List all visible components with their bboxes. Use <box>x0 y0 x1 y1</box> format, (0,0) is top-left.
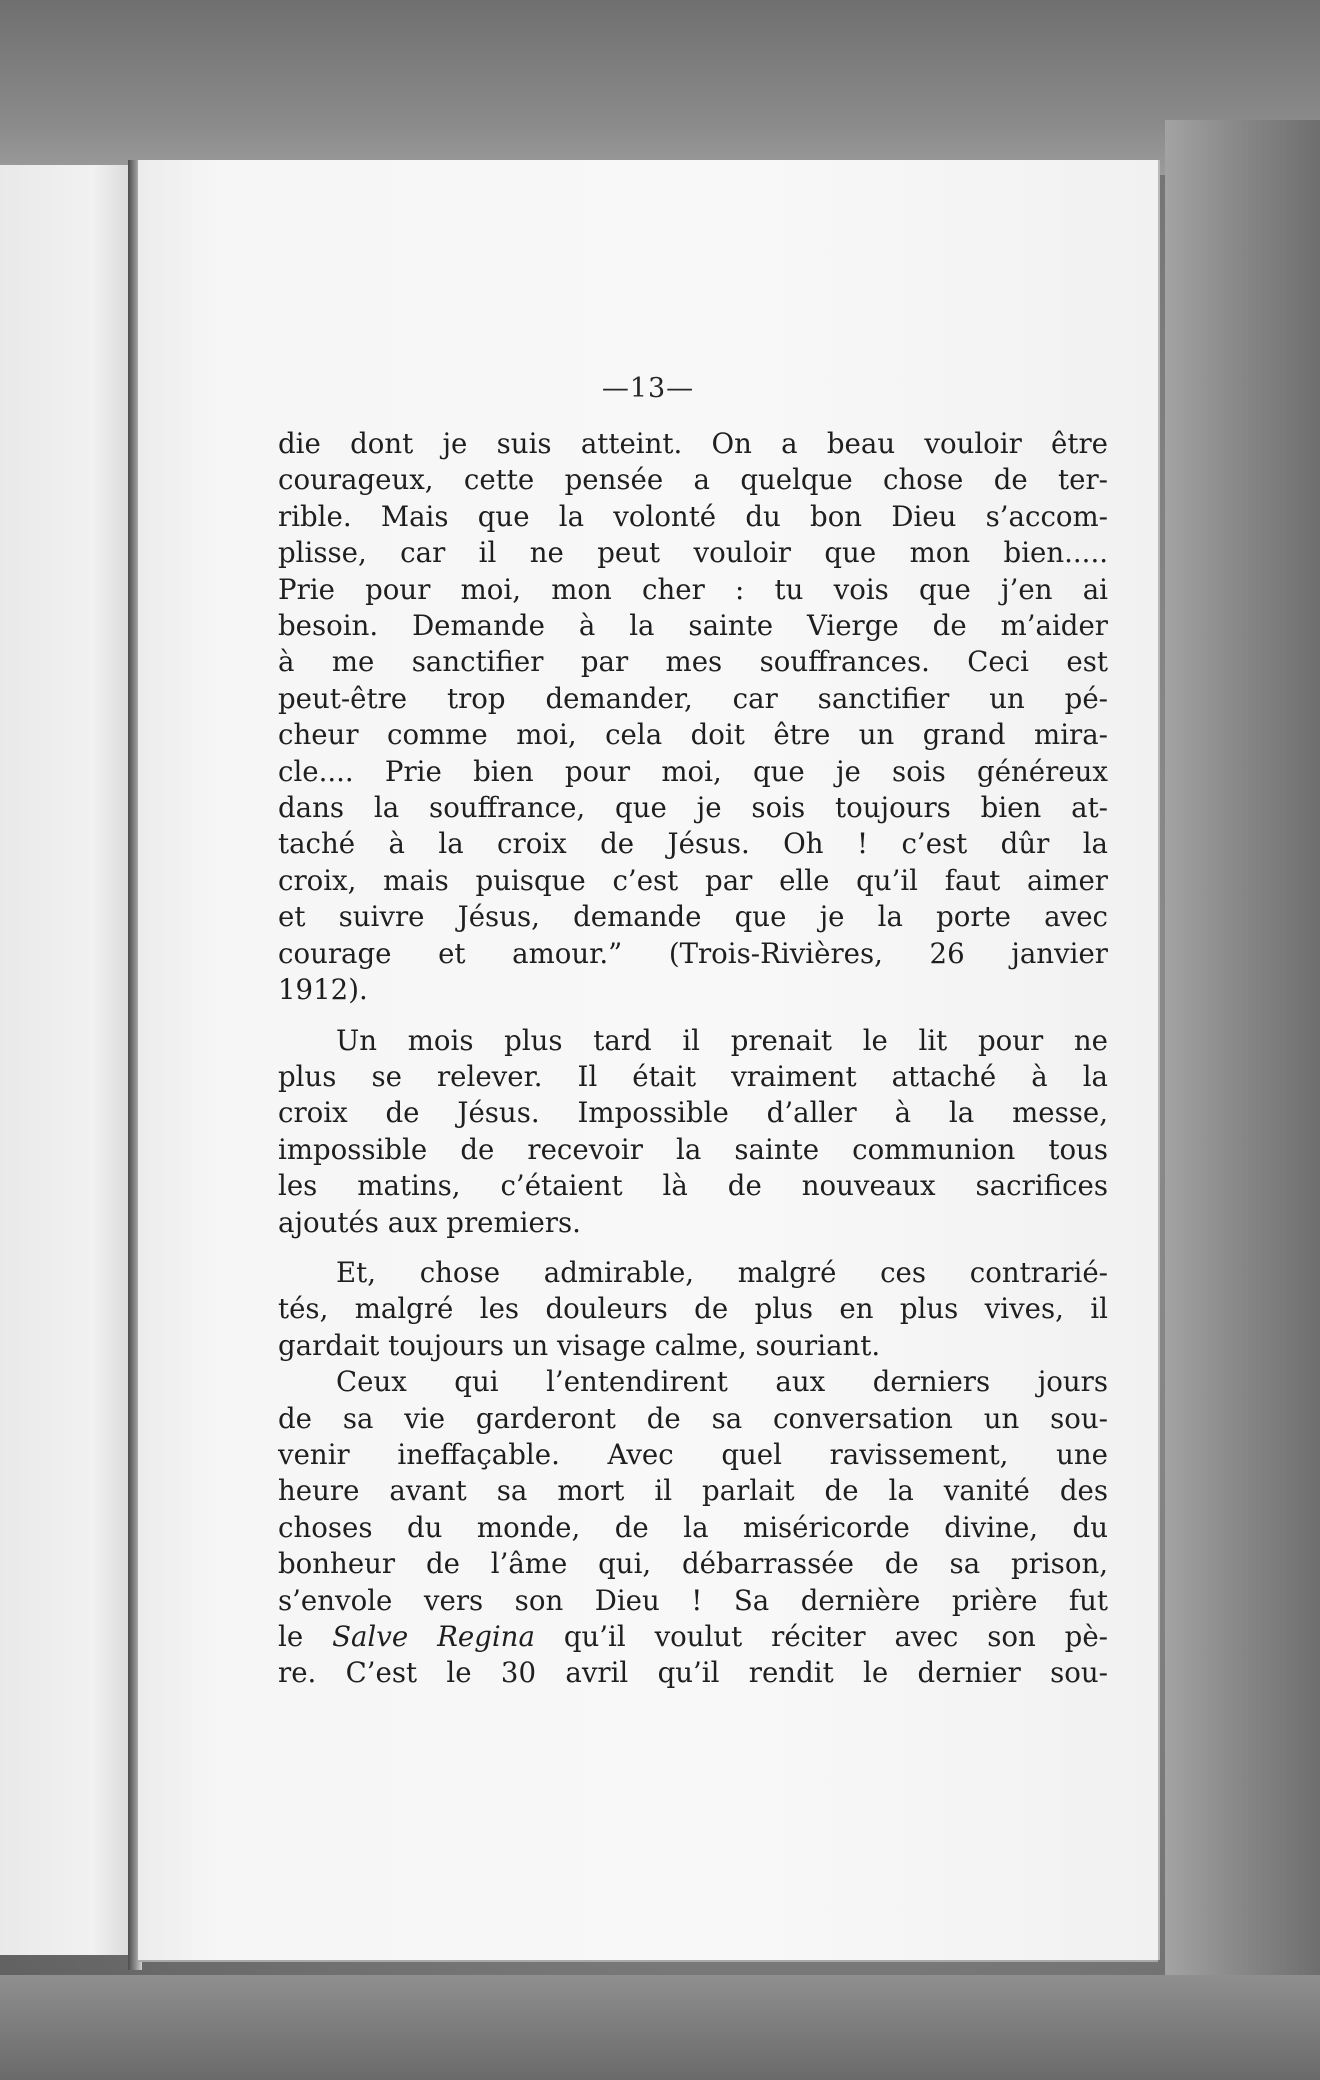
text-line: et suivre Jésus, demande que je la porte avec <box>278 900 1108 934</box>
text-line: courageux, cette pensée a quelque chose de ter- <box>278 463 1108 497</box>
page-body-text <box>278 426 1108 1692</box>
text-line: à me sanctifier par mes souffrances. Ceci est <box>278 645 1108 679</box>
text-line: choses du monde, de la miséricorde divine, du <box>278 1510 1108 1544</box>
cover-board-bottom <box>0 1975 1320 2080</box>
text-line: cheur comme moi, cela doit être un grand mira- <box>278 718 1108 752</box>
text-line: cle.... Prie bien pour moi, que je sois généreux <box>278 754 1108 788</box>
book-page <box>138 160 1158 1960</box>
text-fragment: le <box>278 1620 333 1653</box>
text-fragment: qu’il voulut réciter avec son pè- <box>534 1620 1108 1653</box>
text-line: s’envole vers son Dieu ! Sa dernière prière fut <box>278 1583 1108 1617</box>
text-line: tés, malgré les douleurs de plus en plus vives, il <box>278 1292 1108 1326</box>
text-line: plus se relever. Il était vraiment attaché à la <box>278 1059 1108 1093</box>
text-line: de sa vie garderont de sa conversation un sou- <box>278 1401 1108 1435</box>
paragraph-4 <box>278 1364 1108 1692</box>
cover-board-right <box>1165 120 1320 2080</box>
text-line: impossible de recevoir la sainte communion tous <box>278 1132 1108 1166</box>
previous-page-edge <box>0 165 135 1955</box>
paragraph-2 <box>278 1023 1108 1241</box>
text-line: 1912). <box>278 973 368 1007</box>
text-line: bonheur de l’âme qui, débarrassée de sa prison, <box>278 1547 1108 1581</box>
text-line: Un mois plus tard il prenait le lit pour ne <box>336 1023 1108 1057</box>
text-line: gardait toujours un visage calme, souriant. <box>278 1328 881 1362</box>
paragraph-1 <box>278 426 1108 1009</box>
text-line: croix, mais puisque c’est par elle qu’il faut aimer <box>278 863 1108 897</box>
text-line: Prie pour moi, mon cher : tu vois que j’en ai <box>278 572 1108 606</box>
text-line: les matins, c’étaient là de nouveaux sacrifices <box>278 1169 1108 1203</box>
text-line: croix de Jésus. Impossible d’aller à la messe, <box>278 1096 1108 1130</box>
text-line: besoin. Demande à la sainte Vierge de m’aider <box>278 609 1108 643</box>
cover-board-top <box>0 0 1320 175</box>
italic-title: Salve Regina <box>332 1620 535 1653</box>
text-line: venir ineffaçable. Avec quel ravissement, une <box>278 1437 1108 1471</box>
text-line: heure avant sa mort il parlait de la vanité des <box>278 1474 1108 1508</box>
text-line: Ceux qui l’entendirent aux derniers jours <box>336 1365 1108 1399</box>
text-line: courage et amour.” (Trois-Rivières, 26 janvier <box>278 936 1108 970</box>
text-line: dans la souffrance, que je sois toujours bien at- <box>278 791 1108 825</box>
text-line: rible. Mais que la volonté du bon Dieu s’accom- <box>278 499 1108 533</box>
paragraph-3 <box>278 1255 1108 1364</box>
text-line: plisse, car il ne peut vouloir que mon bien..... <box>278 536 1108 570</box>
text-line: Et, chose admirable, malgré ces contrarié- <box>336 1255 1108 1289</box>
page-number: —13— <box>601 373 695 404</box>
text-line: re. C’est le 30 avril qu’il rendit le dernier sou- <box>278 1656 1108 1690</box>
text-line-with-italic <box>278 1619 1108 1655</box>
text-line: die dont je suis atteint. On a beau vouloir être <box>278 427 1108 460</box>
text-line: taché à la croix de Jésus. Oh ! c’est dûr la <box>278 827 1108 861</box>
text-line: peut-être trop demander, car sanctifier un pé- <box>278 681 1108 715</box>
text-line: ajoutés aux premiers. <box>278 1205 581 1239</box>
